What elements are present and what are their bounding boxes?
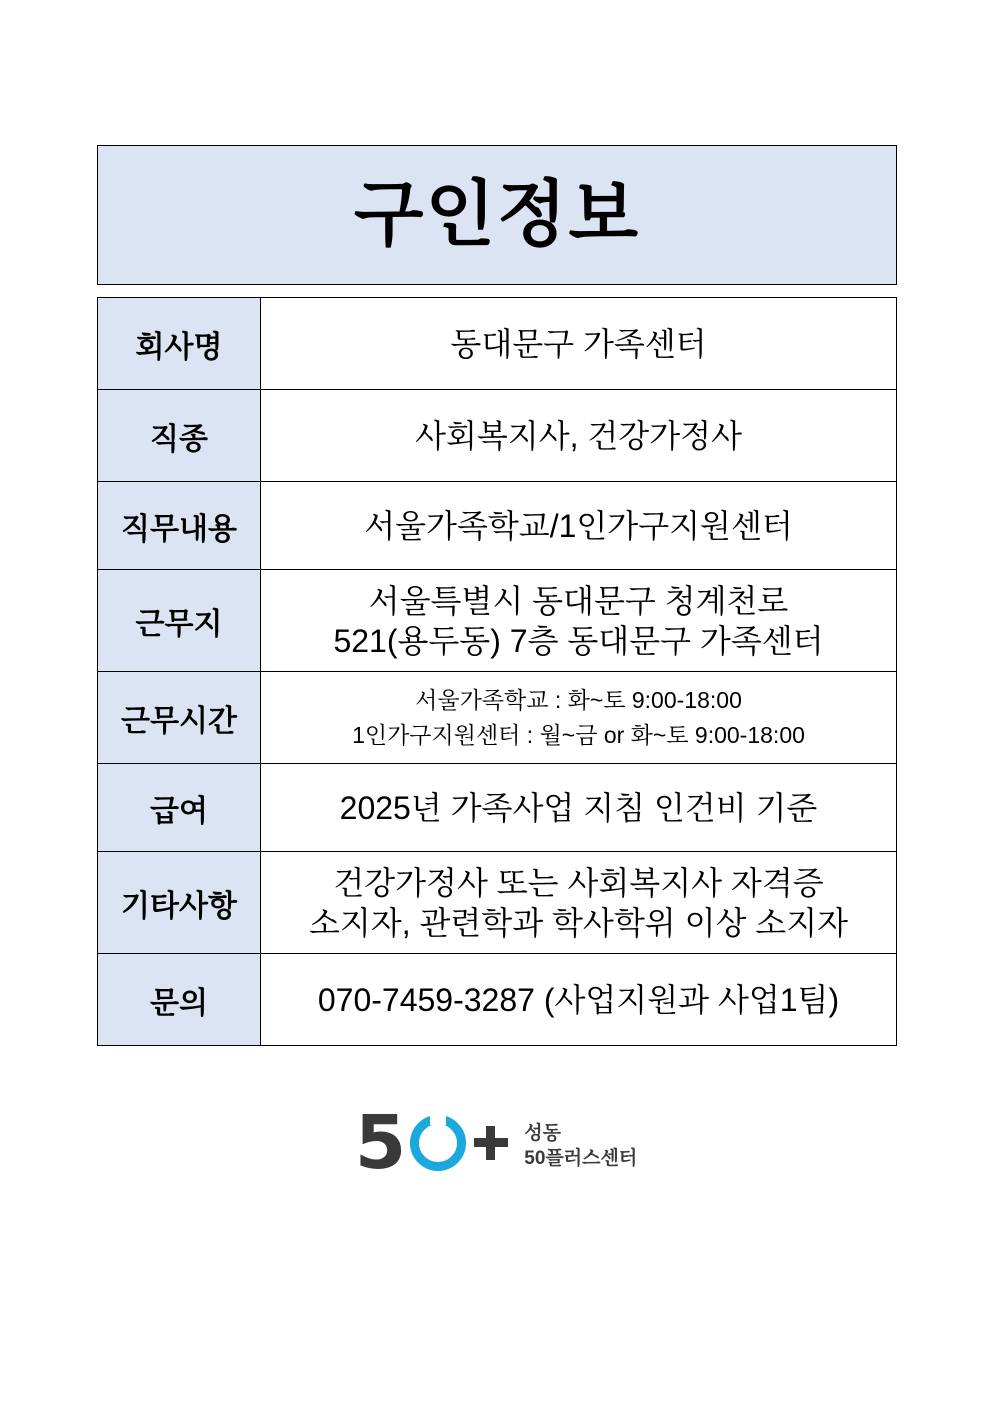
logo-plus-icon: [470, 1115, 510, 1171]
row-value-company: [261, 298, 897, 390]
logo-wordmark: [524, 1115, 637, 1172]
table-row: [98, 482, 897, 570]
value-line: 서울가족학교 : 화~토 9:00-18:00: [415, 687, 742, 713]
50plus-logo-icon: [354, 1100, 511, 1186]
value-line: 2025년 가족사업 지침 인건비 기준: [339, 789, 818, 826]
row-value-workhours: [261, 672, 897, 764]
logo-number: 5: [354, 1100, 407, 1186]
row-label-company: 회사명: [98, 298, 261, 390]
value-line: 소지자, 관련학과 학사학위 이상 소지자: [308, 904, 849, 941]
row-value-other: [261, 852, 897, 954]
table-row: [98, 764, 897, 852]
table-row: [98, 570, 897, 672]
logo-circle-icon: [410, 1115, 466, 1171]
row-label-jobtype: 직종: [98, 390, 261, 482]
row-value-duty: [261, 482, 897, 570]
logo-wordmark-line1: 성동: [524, 1122, 562, 1144]
value-line: 사회복지사, 건강가정사: [415, 417, 742, 454]
table-row: [98, 298, 897, 390]
job-posting-sheet: [97, 145, 897, 1046]
value-line: 동대문구 가족센터: [450, 325, 707, 362]
row-label-other: 기타사항: [98, 852, 261, 954]
row-label-salary: 급여: [98, 764, 261, 852]
value-line: 서울가족학교/1인가구지원센터: [364, 507, 793, 544]
spacer: [97, 285, 897, 297]
row-value-contact: [261, 954, 897, 1046]
row-value-salary: [261, 764, 897, 852]
row-label-duty: 직무내용: [98, 482, 261, 570]
row-label-worksite: 근무지: [98, 570, 261, 672]
value-line: 521(용두동) 7층 동대문구 가족센터: [333, 622, 824, 659]
value-line: 070-7459-3287 (사업지원과 사업1팀): [317, 981, 840, 1018]
table-row: [98, 390, 897, 482]
value-line: 건강가정사 또는 사회복지사 자격증: [333, 864, 824, 901]
page-title: 구인정보: [353, 175, 641, 255]
row-label-contact: 문의: [98, 954, 261, 1046]
footer-logo: [0, 1100, 992, 1186]
table-row: [98, 852, 897, 954]
table-row: [98, 954, 897, 1046]
row-label-workhours: 근무시간: [98, 672, 261, 764]
row-value-worksite: [261, 570, 897, 672]
row-value-jobtype: [261, 390, 897, 482]
value-line: 서울특별시 동대문구 청계천로: [368, 582, 789, 619]
title-box: [97, 145, 897, 285]
job-info-table: [97, 297, 897, 1046]
value-line: 1인가구지원센터 : 월~금 or 화~토 9:00-18:00: [352, 721, 805, 748]
table-row: [98, 672, 897, 764]
logo-wordmark-line2: 50플러스센터: [524, 1148, 638, 1170]
